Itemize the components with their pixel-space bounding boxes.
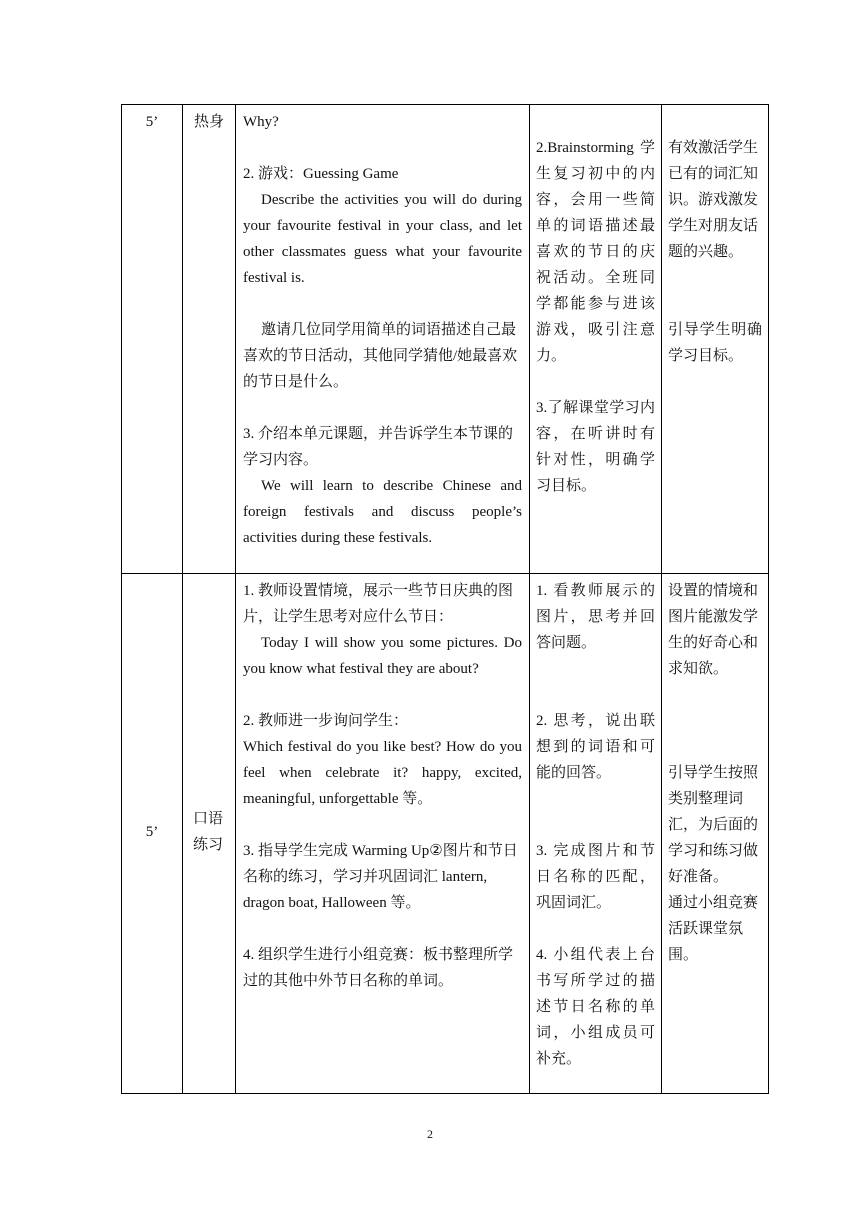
lesson-plan-table <box>121 104 769 1094</box>
teacher-line: Today I will show you some pictures. Do you know what festival they are about? <box>243 635 522 677</box>
teacher-line: 1. 教师设置情境，展示一些节日庆典的图片，让学生思考对应什么节日： <box>243 583 514 625</box>
purpose-cell <box>662 105 769 574</box>
purpose-line: 设置的情境和图片能激发学生的好奇心和求知欲。 <box>668 583 759 677</box>
table-row-warmup <box>122 105 769 574</box>
teacher-line: 2. 教师进一步询问学生： <box>243 713 409 729</box>
page-number: 2 <box>427 1127 433 1141</box>
student-line: 3. 完成图片和节日名称的匹配，巩固词汇。 <box>536 843 655 911</box>
teacher-line: 2. 游戏：Guessing Game <box>243 166 399 182</box>
purpose-line: 引导学生按照类别整理词汇，为后面的学习和练习做好准备。 <box>668 765 759 885</box>
student-activity-cell <box>530 574 662 1094</box>
teacher-line: 3. 指导学生完成 Warming Up②图片和节日名称的练习，学习并巩固词汇 lantern, dragon boat, Halloween 等。 <box>243 843 518 911</box>
time-cell: 5’ <box>122 105 183 574</box>
student-activity-cell <box>530 105 662 574</box>
student-line: 3.了解课堂学习内容，在听讲时有针对性，明确学习目标。 <box>536 400 655 494</box>
student-line: 1. 看教师展示的图片，思考并回答问题。 <box>536 583 655 651</box>
student-line: 4. 小组代表上台书写所学过的描述节日名称的单词，小组成员可补充。 <box>536 947 655 1067</box>
teacher-activity-cell <box>236 105 530 574</box>
teacher-line: Why? <box>243 114 279 130</box>
teacher-line: 3. 介绍本单元课题，并告诉学生本节课的学习内容。 <box>243 426 514 468</box>
student-line: 2. 思考，说出联想到的词语和可能的回答。 <box>536 713 655 781</box>
student-line: 2.Brainstorming 学生复习初中的内容，会用一些简单的词语描述最喜欢的节日的庆祝活动。全班同学都能参与进该游戏，吸引注意力。 <box>536 140 655 364</box>
purpose-cell <box>662 574 769 1094</box>
teacher-activity-cell <box>236 574 530 1094</box>
teacher-line: Describe the activities you will do during your favourite festival in your class, and let other classmates guess what your favourite festival is. <box>243 192 522 286</box>
teacher-line: Which festival do you like best? How do you feel when celebrate it? happy, excited, meaningful, unforgettable 等。 <box>243 739 522 807</box>
teacher-line: We will learn to describe Chinese and foreign festivals and discuss people’s activities during these festivals. <box>243 478 522 546</box>
purpose-line: 引导学生明确学习目标。 <box>668 322 762 364</box>
teacher-line: 邀请几位同学用简单的词语描述自己最喜欢的节日活动，其他同学猜他/她最喜欢的节日是什么。 <box>243 322 518 390</box>
time-cell: 5’ <box>122 574 183 1094</box>
stage-cell: 热身 <box>183 105 236 574</box>
stage-cell: 口语练习 <box>183 574 236 1094</box>
purpose-line: 通过小组竞赛活跃课堂氛围。 <box>668 895 759 963</box>
teacher-line: 4. 组织学生进行小组竞赛：板书整理所学过的其他中外节日名称的单词。 <box>243 947 514 989</box>
purpose-line: 有效激活学生已有的词汇知识。游戏激发学生对朋友话题的兴趣。 <box>668 140 759 260</box>
table-row-speaking <box>122 574 769 1094</box>
